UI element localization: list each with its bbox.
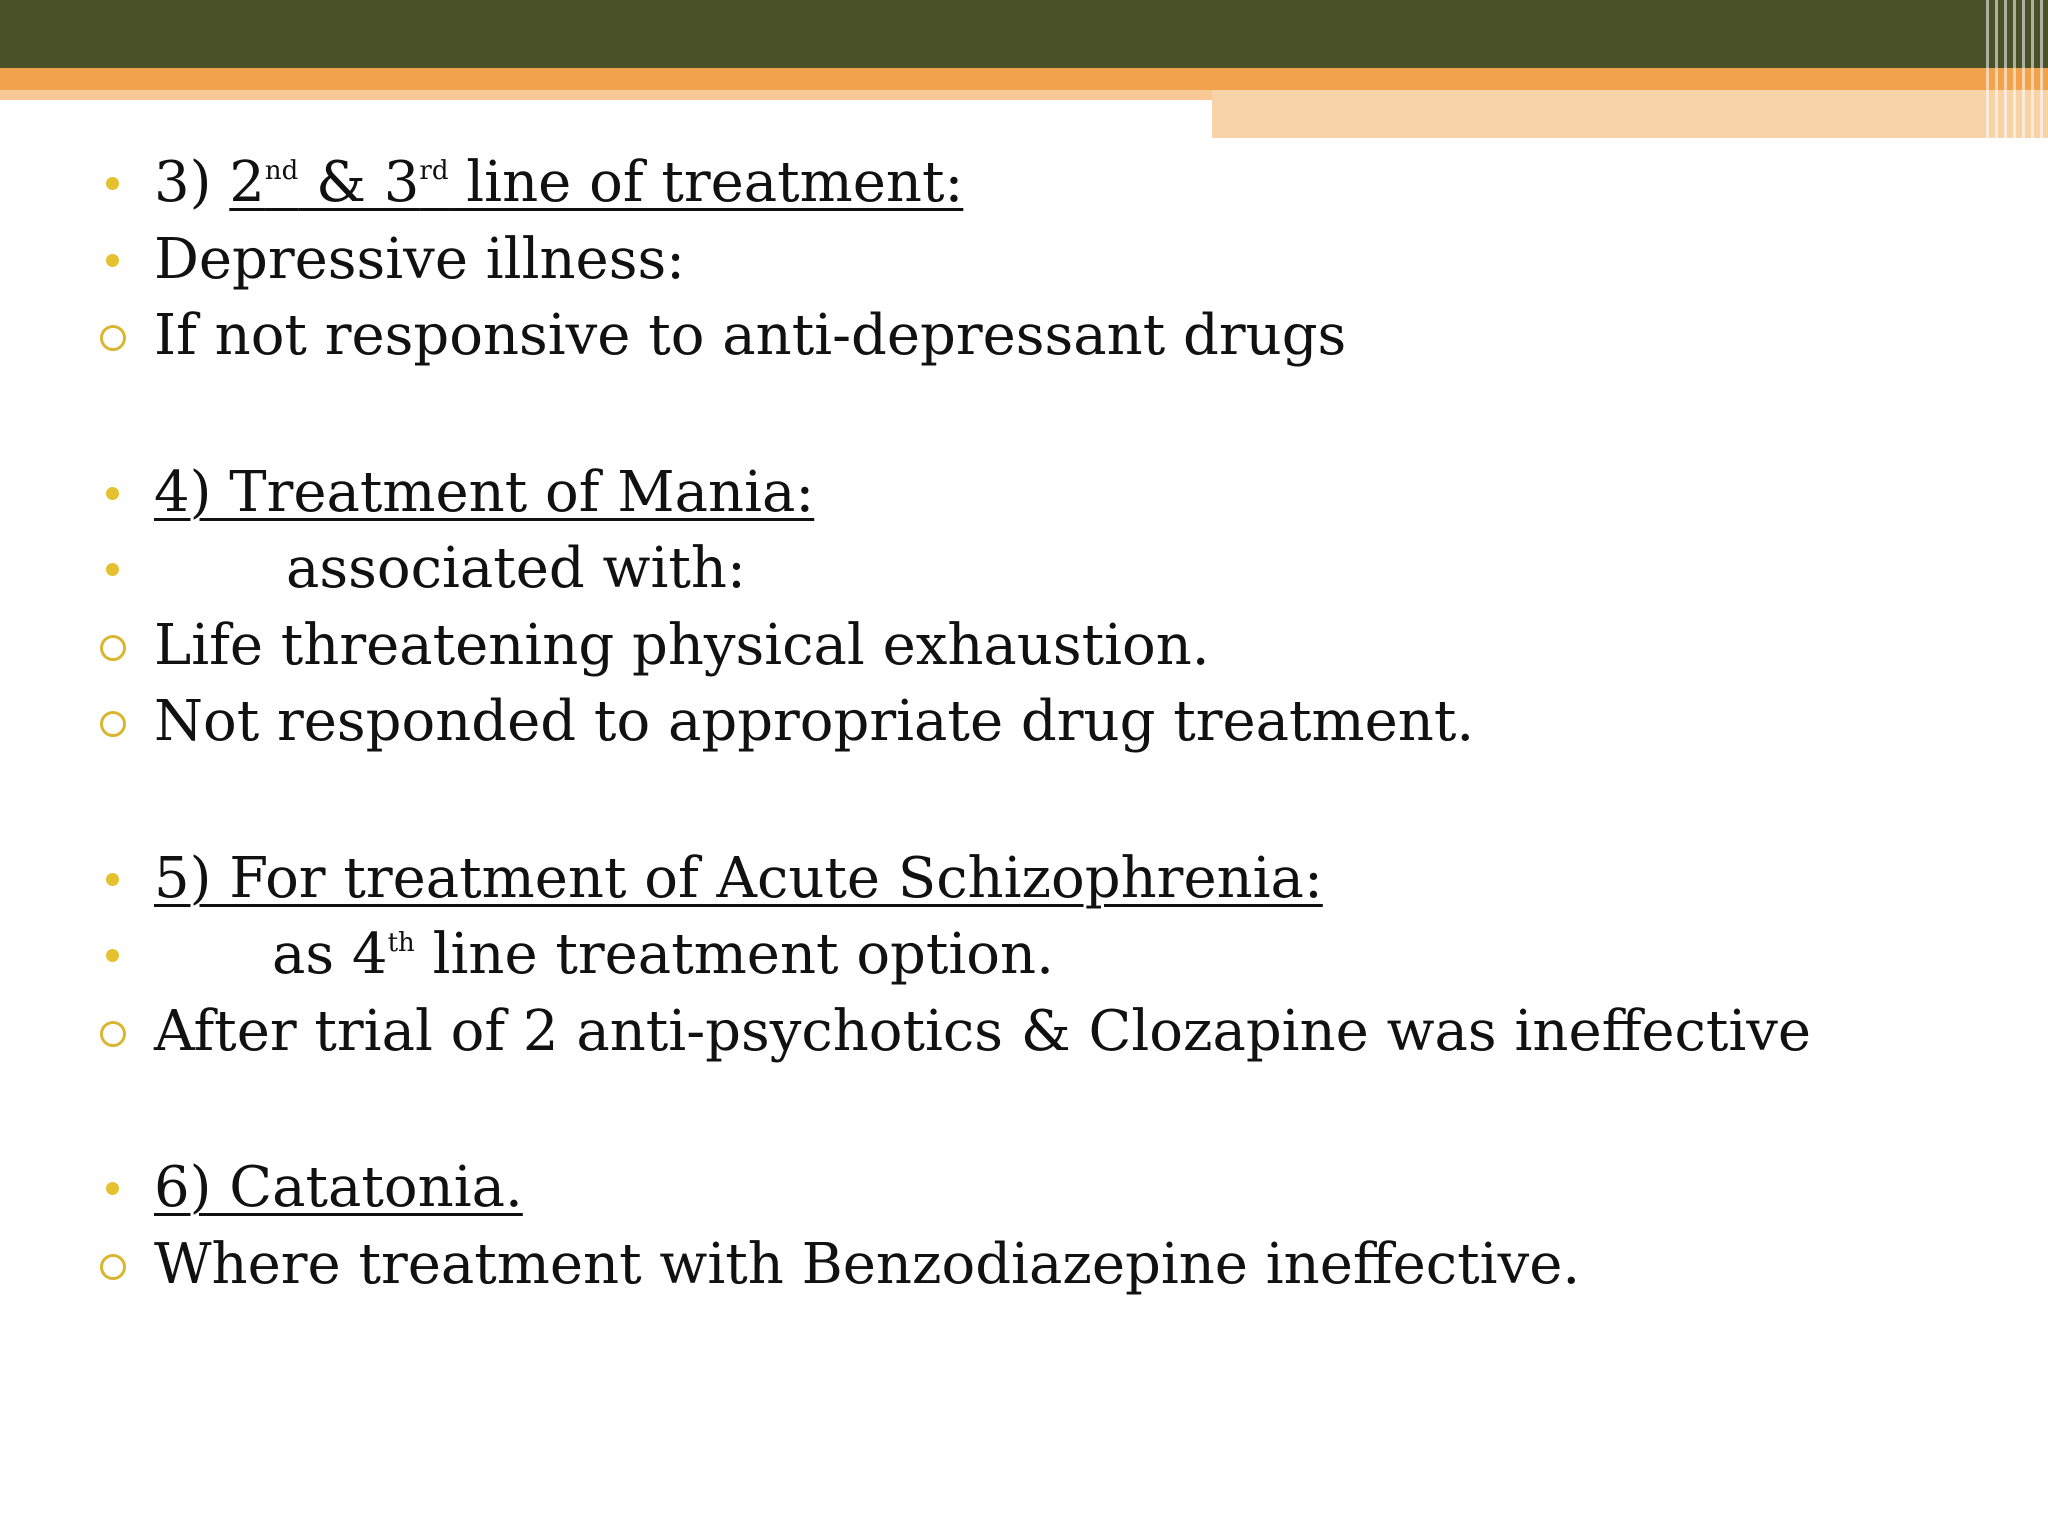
bullet-dot-icon [96, 531, 146, 608]
list-item [96, 994, 1996, 1071]
bullet-dot-icon [96, 841, 146, 918]
header-band-light [0, 90, 1212, 100]
item-heading: 4) Treatment of Mania: [154, 459, 815, 525]
bullet-ring-icon [96, 298, 146, 375]
bullet-dot-icon [96, 145, 146, 222]
item-text: Depressive illness: [154, 226, 686, 292]
bullet-ring-icon [96, 1227, 146, 1304]
bullet-dot-icon [96, 917, 146, 994]
header-band-dark [0, 0, 2048, 68]
item-text: After trial of 2 anti-psychotics & Clozapine was ineffective [154, 998, 1812, 1064]
item-text: 3) 2nd & 3rd line of treatment: [154, 150, 964, 215]
list-item [96, 608, 1996, 685]
list-item [96, 684, 1996, 761]
item-heading: 6) Catatonia. [154, 1155, 523, 1220]
list-item [96, 531, 1996, 608]
item-text: Where treatment with Benzodiazepine ineffective. [154, 1231, 1581, 1297]
list-item [96, 917, 1996, 994]
item-heading: 5) For treatment of Acute Schizophrenia: [154, 845, 1323, 911]
list-item [96, 1150, 1996, 1227]
bullet-list [96, 145, 1996, 1303]
bullet-ring-icon [96, 608, 146, 685]
list-item [96, 455, 1996, 532]
header-band-orange [0, 68, 2048, 90]
bullet-dot-icon [96, 1150, 146, 1227]
bullet-ring-icon [96, 684, 146, 761]
bullet-dot-icon [96, 222, 146, 299]
item-text: Not responded to appropriate drug treatment. [154, 689, 1475, 754]
list-item [96, 298, 1996, 375]
list-item [96, 1227, 1996, 1304]
bullet-dot-icon [96, 455, 146, 532]
header-stripes [1986, 0, 2048, 138]
header-band-peach [1212, 90, 2048, 138]
list-item [96, 841, 1996, 918]
item-text: as 4th line treatment option. [272, 922, 1054, 987]
list-item [96, 145, 1996, 222]
list-item [96, 222, 1996, 299]
item-text: Life threatening physical exhaustion. [154, 612, 1210, 678]
item-text: associated with: [286, 536, 746, 601]
item-text: If not responsive to anti-depressant drugs [154, 303, 1347, 368]
bullet-ring-icon [96, 994, 146, 1071]
